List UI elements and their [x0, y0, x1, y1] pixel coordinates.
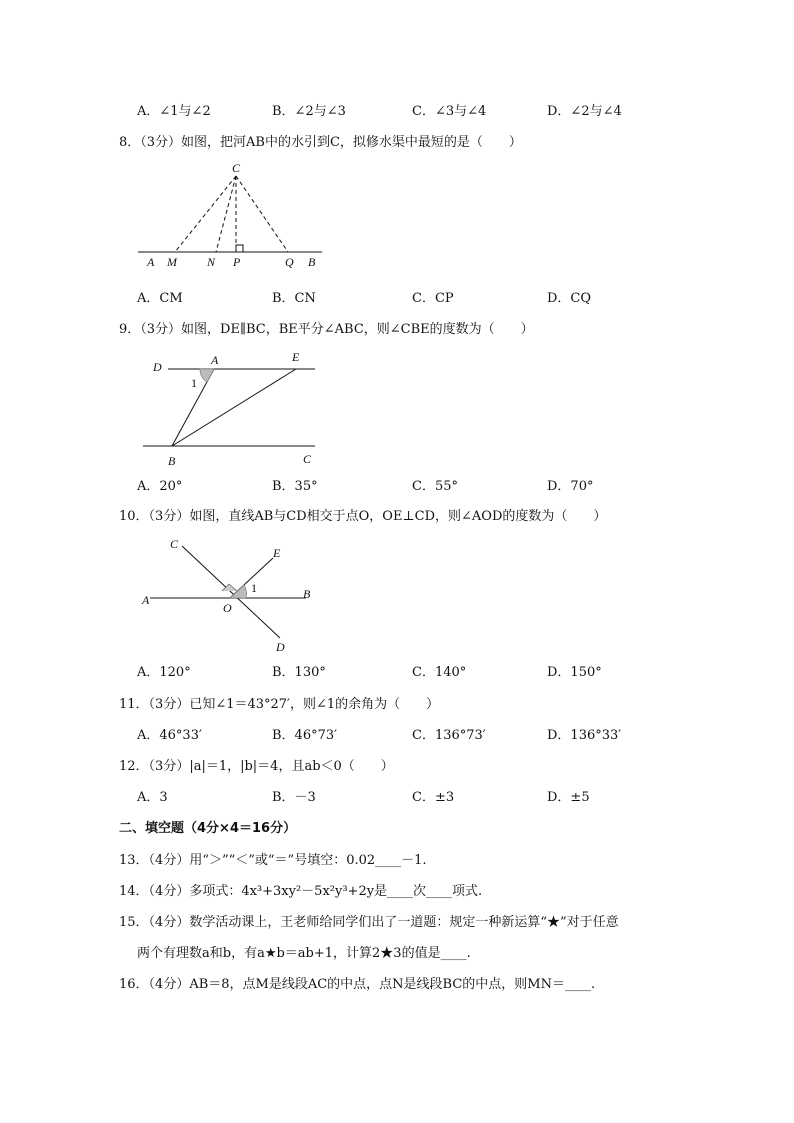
- q8-stem: 8．（3分）如图，把河AB中的水引到C，拟修水渠中最短的是（ ）: [119, 135, 522, 150]
- q10-label-e: E: [273, 546, 281, 560]
- q8-option-d: D．CQ: [547, 291, 592, 306]
- q9-label-e: E: [292, 350, 300, 364]
- q11-option-c: C．136°73′: [412, 728, 486, 743]
- q9-option-b: B．35°: [272, 479, 318, 494]
- q8-label-c: C: [232, 161, 241, 175]
- q8-label-q: Q: [285, 255, 294, 269]
- q8-label-p: P: [233, 255, 241, 269]
- q15-stem-line1: 15．（4分）数学活动课上，王老师给同学们出了一道题：规定一种新运算“★”对于任意: [119, 915, 619, 930]
- q10-label-b: B: [303, 587, 311, 601]
- q8-label-m: M: [167, 255, 177, 269]
- q11-option-d: D．136°33′: [547, 728, 622, 743]
- q10-option-b: B．130°: [272, 665, 326, 680]
- q11-option-a: A．46°33′: [137, 728, 202, 743]
- q10-label-1: 1: [251, 581, 257, 595]
- q11-stem: 11．（3分）已知∠1＝43°27′，则∠1的余角为（ ）: [119, 697, 440, 712]
- q9-stem: 9．（3分）如图，DE∥BC，BE平分∠ABC，则∠CBE的度数为（ ）: [119, 322, 534, 337]
- section-title: 二、填空题（4分×4＝16分）: [119, 821, 297, 836]
- q8-option-a: A．CM: [137, 291, 183, 306]
- q12-option-d: D．±5: [547, 790, 590, 805]
- q7-option-a: A．∠1与∠2: [137, 104, 211, 119]
- q9-option-d: D．70°: [547, 479, 594, 494]
- q16-stem: 16．（4分）AB＝8，点M是线段AC的中点，点N是线段BC的中点，则MN＝____.: [119, 977, 596, 992]
- q9-label-c: C: [303, 452, 312, 466]
- q10-option-d: D．150°: [547, 665, 602, 680]
- q9-figure: [140, 346, 325, 471]
- q11-option-b: B．46°73′: [272, 728, 338, 743]
- q8-label-n: N: [207, 255, 216, 269]
- q10-figure: [138, 532, 328, 657]
- q7-option-d: D．∠2与∠4: [547, 104, 622, 119]
- q10-label-o: O: [223, 601, 232, 615]
- q9-label-d: D: [153, 360, 162, 374]
- q13-stem: 13．（4分）用“＞”“＜”或“＝”号填空：0.02____－1.: [119, 853, 427, 868]
- q8-label-b: B: [308, 255, 316, 269]
- q10-option-c: C．140°: [412, 665, 467, 680]
- q9-option-a: A．20°: [137, 479, 183, 494]
- q8-label-a: A: [147, 255, 155, 269]
- q7-option-c: C．∠3与∠4: [412, 104, 487, 119]
- q12-option-c: C．±3: [412, 790, 455, 805]
- q7-option-b: B．∠2与∠3: [272, 104, 346, 119]
- q8-figure: [130, 160, 330, 272]
- q10-stem: 10．（3分）如图，直线AB与CD相交于点O，OE⊥CD，则∠AOD的度数为（ ）: [119, 509, 607, 524]
- q10-label-a: A: [142, 593, 150, 607]
- q9-option-c: C．55°: [412, 479, 458, 494]
- q10-option-a: A．120°: [137, 665, 191, 680]
- q10-label-c: C: [170, 537, 179, 551]
- q12-stem: 12．（3分）|a|＝1，|b|＝4，且ab＜0（ ）: [119, 759, 394, 774]
- q9-label-1: 1: [191, 376, 197, 390]
- q8-option-b: B．CN: [272, 291, 316, 306]
- q12-option-a: A．3: [137, 790, 168, 805]
- q10-label-d: D: [276, 640, 285, 654]
- q9-label-b: B: [168, 454, 176, 468]
- q12-option-b: B．－3: [272, 790, 316, 805]
- q9-label-a: A: [211, 353, 219, 367]
- q15-stem-line2: 两个有理数a和b，有a★b＝ab+1，计算2★3的值是____.: [137, 946, 471, 961]
- q8-option-c: C．CP: [412, 291, 454, 306]
- q14-stem: 14．（4分）多项式：4x³+3xy²－5x²y³+2y是____次____项式.: [119, 884, 483, 899]
